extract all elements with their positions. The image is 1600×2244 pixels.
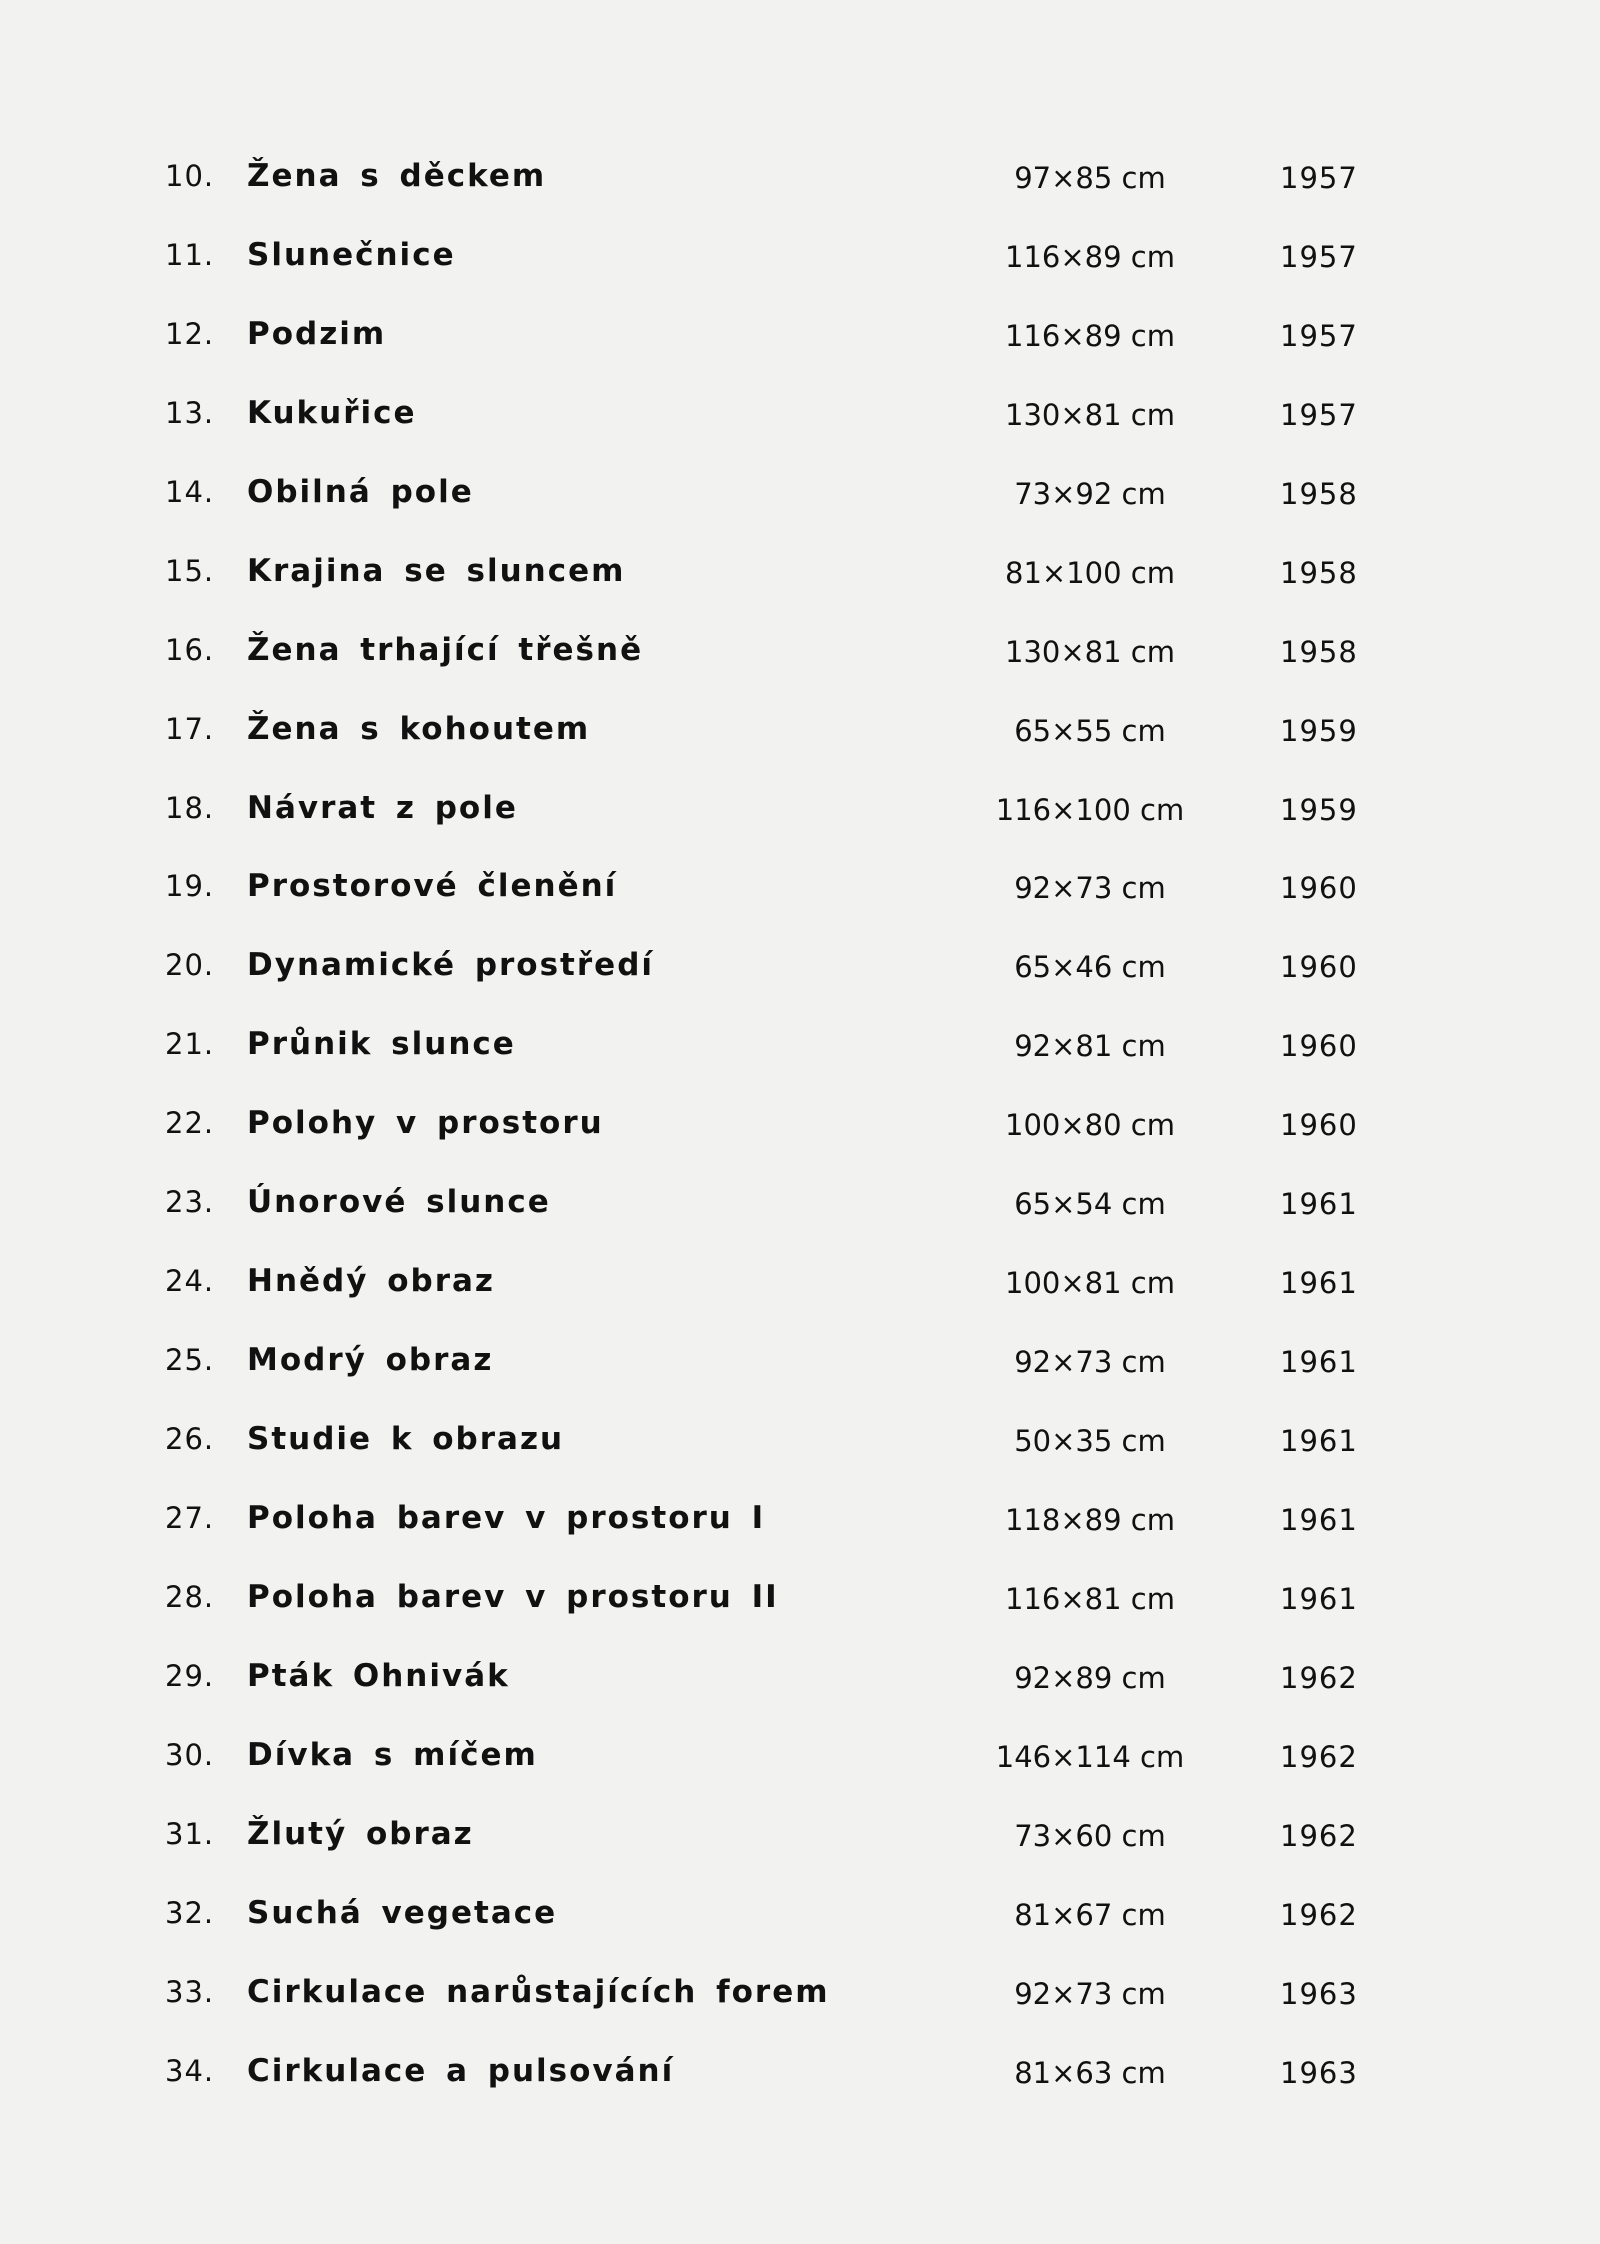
artwork-number: 19. xyxy=(165,869,215,904)
artwork-dimensions: 81×63 cm xyxy=(1014,2055,1166,2090)
artwork-title: Poloha barev v prostoru II xyxy=(247,1578,779,1615)
artwork-title: Pták Ohnivák xyxy=(247,1657,510,1694)
artwork-row xyxy=(0,230,1600,309)
artwork-year: 1959 xyxy=(1280,713,1358,748)
artwork-dimensions: 92×73 cm xyxy=(1014,871,1166,906)
artwork-title: Podzim xyxy=(247,315,387,352)
artwork-title: Suchá vegetace xyxy=(247,1894,558,1931)
artwork-year: 1962 xyxy=(1280,1818,1358,1853)
artwork-title: Žena trhající třešně xyxy=(247,631,644,668)
artwork-row xyxy=(0,1177,1600,1256)
artwork-row xyxy=(0,309,1600,388)
artwork-dimensions: 65×55 cm xyxy=(1014,713,1166,748)
artwork-row xyxy=(0,1572,1600,1651)
artwork-number: 24. xyxy=(165,1264,215,1299)
artwork-row xyxy=(0,467,1600,546)
artwork-number: 13. xyxy=(165,395,215,430)
artwork-title: Krajina se sluncem xyxy=(247,552,626,589)
artwork-row xyxy=(0,1730,1600,1809)
artwork-number: 21. xyxy=(165,1027,215,1062)
artwork-year: 1957 xyxy=(1280,239,1358,274)
artwork-row xyxy=(0,1888,1600,1967)
artwork-number: 33. xyxy=(165,1974,215,2009)
artwork-title: Hnědý obraz xyxy=(247,1263,495,1300)
artwork-row xyxy=(0,1256,1600,1335)
artwork-dimensions: 116×81 cm xyxy=(1005,1581,1175,1616)
artwork-list xyxy=(0,151,1600,2124)
artwork-dimensions: 50×35 cm xyxy=(1014,1424,1166,1458)
artwork-row xyxy=(0,1414,1600,1493)
artwork-dimensions: 92×89 cm xyxy=(1014,1660,1166,1695)
artwork-row xyxy=(0,1967,1600,2046)
artwork-title: Kukuřice xyxy=(247,394,417,431)
artwork-year: 1962 xyxy=(1280,1660,1358,1695)
artwork-year: 1960 xyxy=(1280,1108,1358,1143)
artwork-row xyxy=(0,625,1600,704)
artwork-row xyxy=(0,940,1600,1019)
artwork-dimensions: 81×67 cm xyxy=(1014,1897,1166,1932)
artwork-number: 18. xyxy=(165,790,215,825)
artwork-row xyxy=(0,2046,1600,2125)
artwork-year: 1963 xyxy=(1280,1976,1358,2011)
artwork-year: 1958 xyxy=(1280,634,1358,669)
artwork-year: 1957 xyxy=(1280,318,1358,353)
artwork-row xyxy=(0,388,1600,467)
artwork-row xyxy=(0,1651,1600,1730)
artwork-year: 1961 xyxy=(1280,1187,1358,1222)
artwork-title: Žlutý obraz xyxy=(247,1815,474,1852)
artwork-dimensions: 65×54 cm xyxy=(1014,1187,1166,1222)
artwork-dimensions: 146×114 cm xyxy=(995,1739,1185,1774)
artwork-year: 1961 xyxy=(1280,1345,1358,1380)
artwork-dimensions: 100×81 cm xyxy=(1005,1266,1175,1301)
artwork-number: 29. xyxy=(165,1658,215,1693)
artwork-number: 23. xyxy=(165,1185,215,1220)
artwork-year: 1959 xyxy=(1280,792,1358,827)
artwork-number: 15. xyxy=(165,553,215,588)
artwork-row xyxy=(0,783,1600,862)
artwork-row xyxy=(0,546,1600,625)
artwork-number: 10. xyxy=(165,159,215,193)
artwork-year: 1963 xyxy=(1280,2055,1358,2090)
artwork-year: 1958 xyxy=(1280,476,1358,511)
artwork-title: Prostorové členění xyxy=(247,868,618,905)
artwork-dimensions: 116×100 cm xyxy=(995,792,1185,827)
artwork-row xyxy=(0,1335,1600,1414)
artwork-row xyxy=(0,861,1600,940)
artwork-number: 17. xyxy=(165,711,215,746)
artwork-year: 1957 xyxy=(1280,397,1358,432)
artwork-number: 12. xyxy=(165,316,215,351)
artwork-year: 1960 xyxy=(1280,1029,1358,1064)
artwork-year: 1960 xyxy=(1280,950,1358,985)
artwork-dimensions: 100×80 cm xyxy=(1005,1108,1175,1143)
artwork-row xyxy=(0,1809,1600,1888)
artwork-title: Únorové slunce xyxy=(247,1184,551,1221)
artwork-dimensions: 130×81 cm xyxy=(1005,634,1175,669)
artwork-title: Poloha barev v prostoru I xyxy=(247,1499,766,1536)
artwork-year: 1961 xyxy=(1280,1581,1358,1616)
artwork-number: 16. xyxy=(165,632,215,667)
artwork-number: 31. xyxy=(165,1816,215,1851)
artwork-number: 26. xyxy=(165,1422,215,1456)
artwork-dimensions: 92×73 cm xyxy=(1014,1345,1166,1380)
artwork-title: Studie k obrazu xyxy=(247,1421,565,1457)
artwork-dimensions: 116×89 cm xyxy=(1005,239,1175,274)
artwork-year: 1961 xyxy=(1280,1502,1358,1537)
artwork-title: Dynamické prostředí xyxy=(247,947,655,984)
artwork-year: 1961 xyxy=(1280,1424,1358,1458)
artwork-number: 14. xyxy=(165,474,215,509)
artwork-dimensions: 92×73 cm xyxy=(1014,1976,1166,2011)
artwork-dimensions: 73×92 cm xyxy=(1014,476,1166,511)
artwork-row xyxy=(0,1019,1600,1098)
artwork-year: 1958 xyxy=(1280,555,1358,590)
artwork-dimensions: 92×81 cm xyxy=(1014,1029,1166,1064)
artwork-title: Cirkulace narůstajících forem xyxy=(247,1973,830,2010)
artwork-row xyxy=(0,151,1600,230)
artwork-number: 20. xyxy=(165,948,215,983)
artwork-number: 25. xyxy=(165,1343,215,1378)
artwork-number: 30. xyxy=(165,1737,215,1772)
artwork-dimensions: 97×85 cm xyxy=(1014,161,1166,195)
artwork-row xyxy=(0,1493,1600,1572)
artwork-title: Modrý obraz xyxy=(247,1342,494,1379)
artwork-dimensions: 116×89 cm xyxy=(1005,318,1175,353)
artwork-number: 11. xyxy=(165,237,215,272)
artwork-number: 28. xyxy=(165,1579,215,1614)
artwork-row xyxy=(0,1098,1600,1177)
artwork-number: 34. xyxy=(165,2053,215,2088)
artwork-dimensions: 81×100 cm xyxy=(1005,555,1175,590)
artwork-year: 1957 xyxy=(1280,161,1358,195)
artwork-number: 32. xyxy=(165,1895,215,1930)
artwork-year: 1960 xyxy=(1280,871,1358,906)
artwork-title: Slunečnice xyxy=(247,236,456,273)
artwork-title: Žena s kohoutem xyxy=(247,710,591,747)
artwork-dimensions: 130×81 cm xyxy=(1005,397,1175,432)
artwork-title: Obilná pole xyxy=(247,473,474,510)
artwork-dimensions: 73×60 cm xyxy=(1014,1818,1166,1853)
artwork-title: Žena s děckem xyxy=(247,158,547,194)
artwork-year: 1962 xyxy=(1280,1739,1358,1774)
artwork-number: 22. xyxy=(165,1106,215,1141)
artwork-number: 27. xyxy=(165,1500,215,1535)
artwork-title: Dívka s míčem xyxy=(247,1736,538,1773)
artwork-year: 1961 xyxy=(1280,1266,1358,1301)
artwork-row xyxy=(0,704,1600,783)
artwork-dimensions: 65×46 cm xyxy=(1014,950,1166,985)
artwork-dimensions: 118×89 cm xyxy=(1005,1502,1175,1537)
artwork-title: Polohy v prostoru xyxy=(247,1105,604,1142)
artwork-title: Cirkulace a pulsování xyxy=(247,2052,675,2089)
artwork-title: Průnik slunce xyxy=(247,1026,516,1063)
artwork-year: 1962 xyxy=(1280,1897,1358,1932)
artwork-title: Návrat z pole xyxy=(247,789,518,826)
